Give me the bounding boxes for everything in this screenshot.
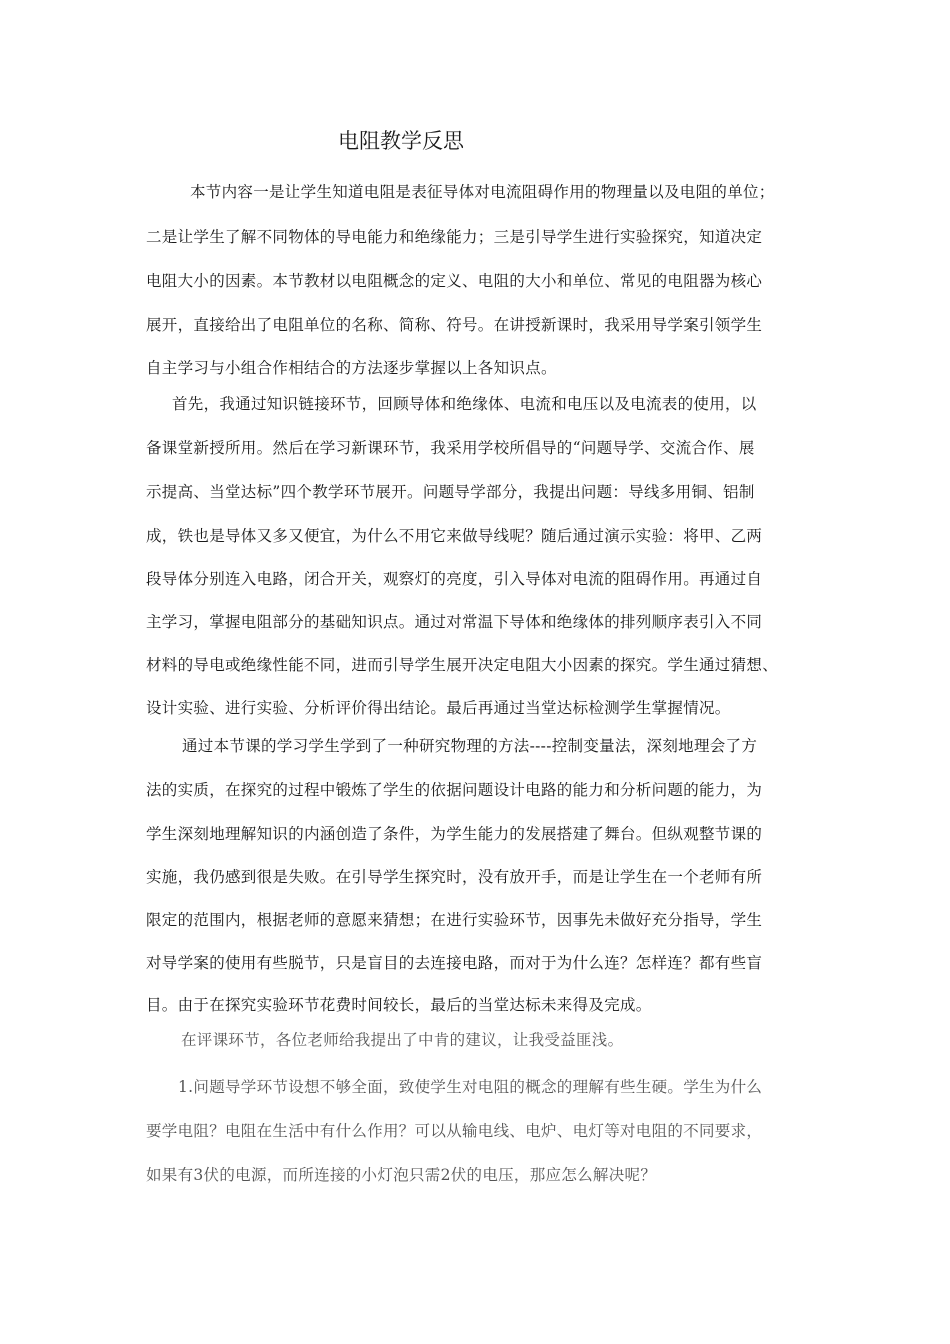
paragraph-3-line-7: 目。由于在探究实验环节花费时间较长，最后的当堂达标未来得及完成。: [146, 996, 652, 1014]
paragraph-4-line-1: 在评课环节，各位老师给我提出了中肯的建议，让我受益匪浅。: [181, 1031, 624, 1049]
paragraph-2-line-7: 材料的导电或绝缘性能不同，进而引导学生展开决定电阻大小因素的探究。学生通过猜想、: [146, 656, 779, 674]
paragraph-1-line-1: 本节内容一是让学生知道电阻是表征导体对电流阻碍作用的物理量以及电阻的单位；: [190, 183, 775, 201]
paragraph-3-line-2: 法的实质，在探究的过程中锻炼了学生的依据问题设计电路的能力和分析问题的能力，为: [146, 781, 763, 799]
paragraph-3-line-1: 通过本节课的学习学生学到了一种研究物理的方法----控制变量法，深刻地理会了方: [182, 737, 758, 755]
paragraph-1-line-4: 展开，直接给出了电阻单位的名称、简称、符号。在讲授新课时，我采用导学案引领学生: [146, 316, 763, 334]
paragraph-1-line-2: 二是让学生了解不同物体的导电能力和绝缘能力；三是引导学生进行实验探究，知道决定: [146, 228, 763, 246]
paragraph-3-line-6: 对导学案的使用有些脱节，只是盲目的去连接电路，而对于为什么连？怎样连？都有些盲: [146, 954, 763, 972]
paragraph-3-line-3: 学生深刻地理解知识的内涵创造了条件，为学生能力的发展搭建了舞台。但纵观整节课的: [146, 825, 763, 843]
paragraph-2-line-8: 设计实验、进行实验、分析评价得出结论。最后再通过当堂达标检测学生掌握情况。: [146, 699, 731, 717]
paragraph-2-line-6: 主学习，掌握电阻部分的基础知识点。通过对常温下导体和绝缘体的排列顺序表引入不同: [146, 613, 763, 631]
paragraph-3-line-4: 实施，我仍感到很是失败。在引导学生探究时，没有放开手，而是让学生在一个老师有所: [146, 868, 763, 886]
paragraph-5-line-1: 1.问题导学环节设想不够全面，致使学生对电阻的概念的理解有些生硬。学生为什么: [178, 1078, 763, 1096]
paragraph-5-line-3: 如果有3伏的电源，而所连接的小灯泡只需2伏的电压，那应怎么解决呢？: [146, 1166, 657, 1184]
paragraph-5-line-2: 要学电阻？电阻在生活中有什么作用？可以从输电线、电炉、电灯等对电阻的不同要求，: [146, 1122, 763, 1140]
paragraph-2-line-5: 段导体分别连入电路，闭合开关，观察灯的亮度，引入导体对电流的阻碍作用。再通过自: [146, 570, 763, 588]
paragraph-2-line-3: 示提高、当堂达标”四个教学环节展开。问题导学部分，我提出问题：导线多用铜、铝制: [146, 483, 755, 501]
document-title: 电阻教学反思: [338, 129, 464, 153]
paragraph-2-line-2: 备课堂新授所用。然后在学习新课环节，我采用学校所倡导的“问题导学、交流合作、展: [146, 439, 755, 457]
paragraph-2-line-1: 首先，我通过知识链接环节，回顾导体和绝缘体、电流和电压以及电流表的使用，以: [172, 395, 757, 413]
paragraph-1-line-5: 自主学习与小组合作相结合的方法逐步掌握以上各知识点。: [146, 359, 557, 377]
paragraph-3-line-5: 限定的范围内，根据老师的意愿来猜想；在进行实验环节，因事先未做好充分指导，学生: [146, 911, 763, 929]
paragraph-2-line-4: 成，铁也是导体又多又便宜，为什么不用它来做导线呢？随后通过演示实验：将甲、乙两: [146, 527, 763, 545]
paragraph-1-line-3: 电阻大小的因素。本节教材以电阻概念的定义、电阻的大小和单位、常见的电阻器为核心: [146, 272, 763, 290]
